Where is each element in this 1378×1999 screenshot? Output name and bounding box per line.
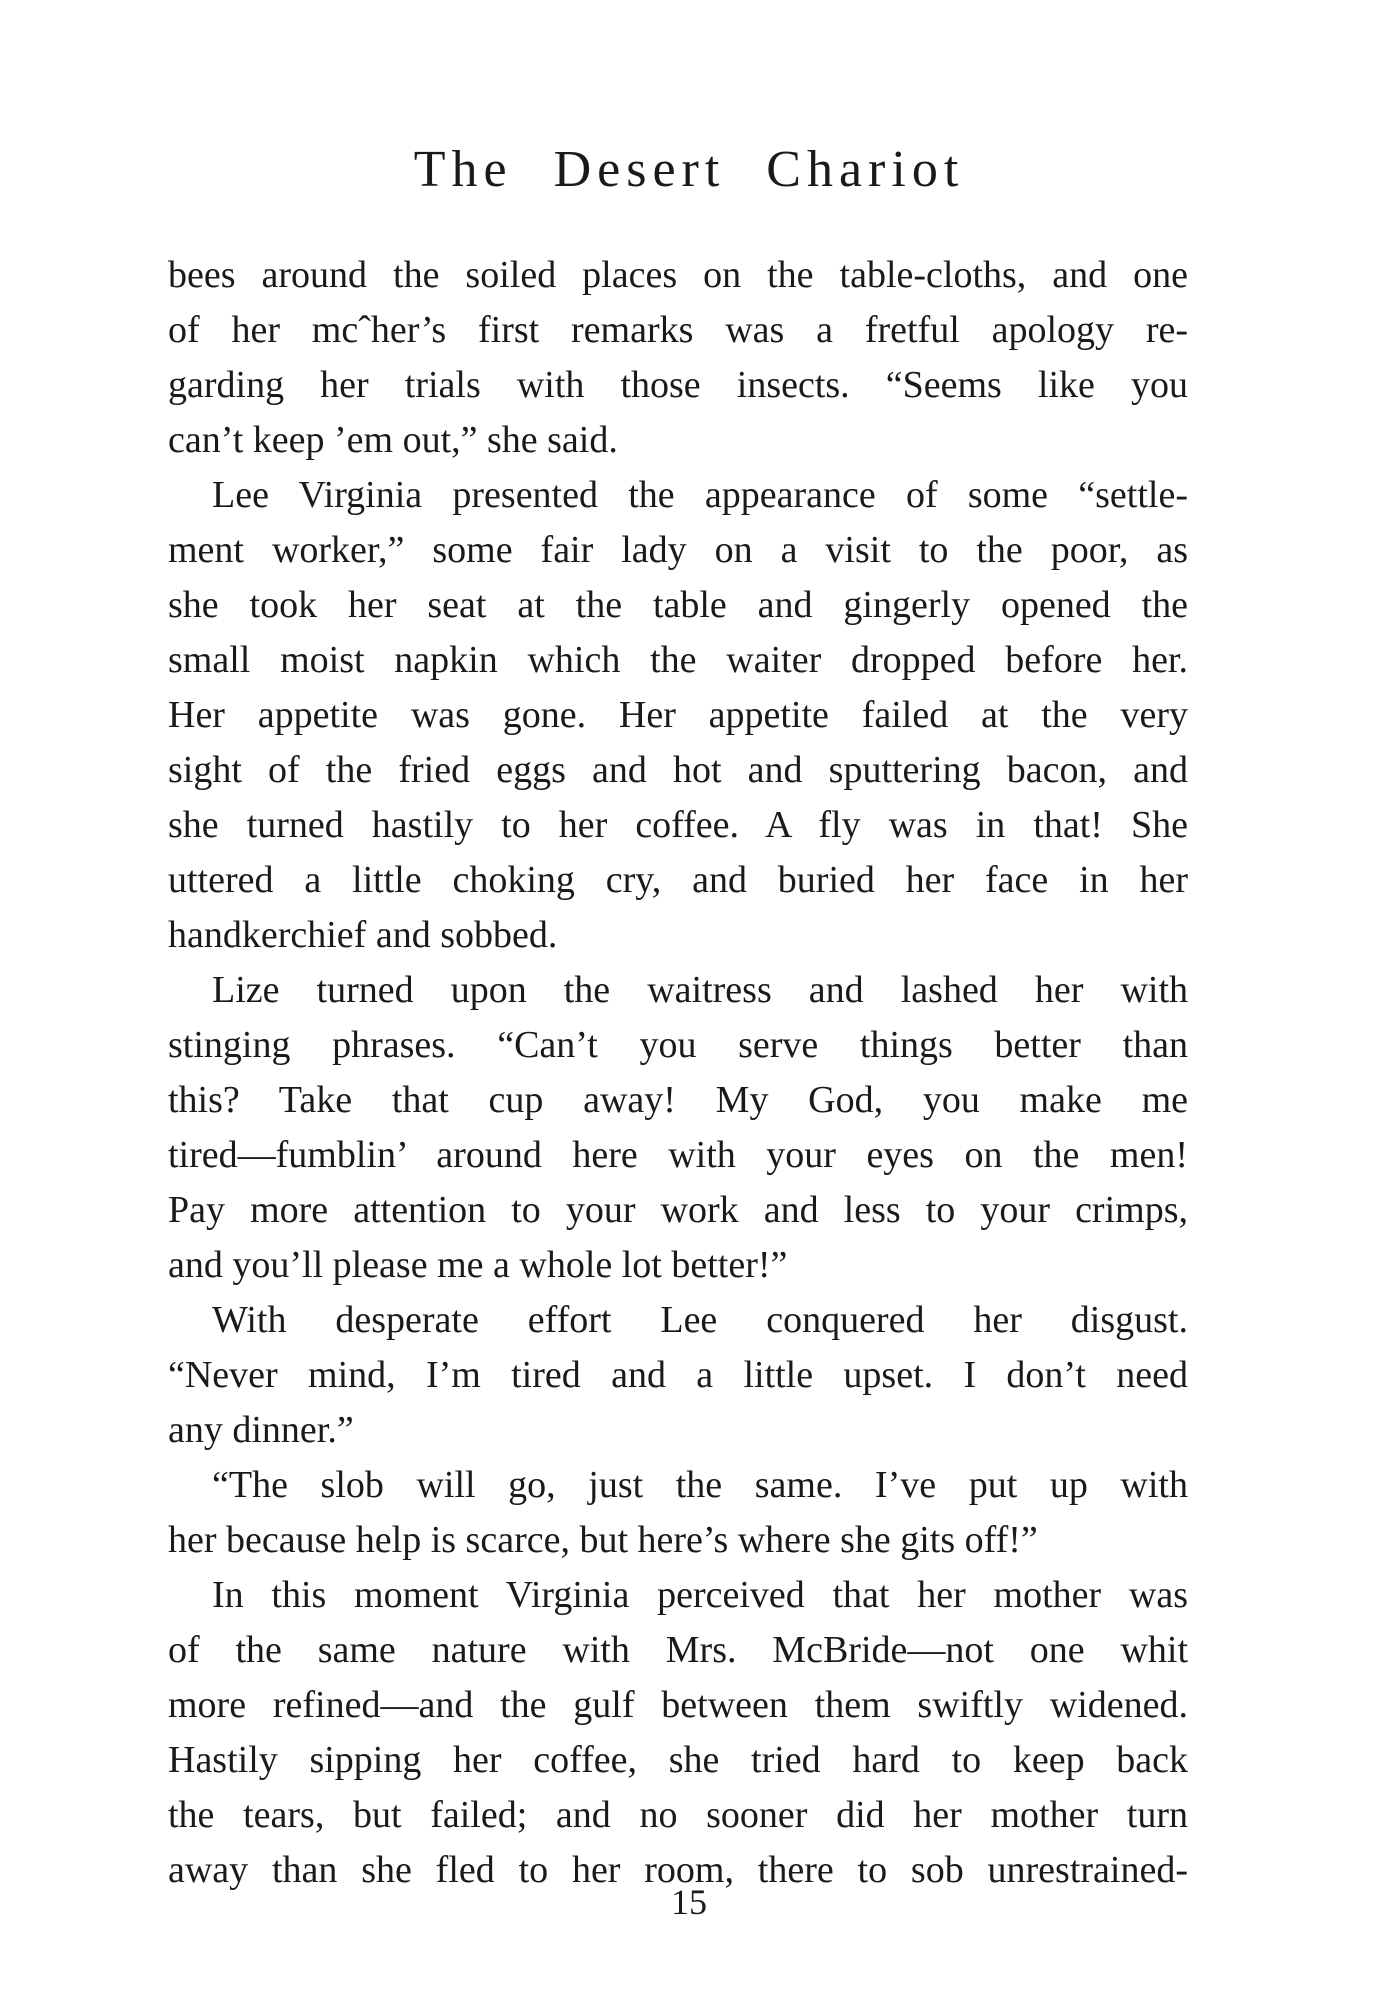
text-line: ment worker,” some fair lady on a visit to the poor, as bbox=[168, 529, 1188, 571]
text-line: tired—fumblin’ around here with your eyes on the men! bbox=[168, 1134, 1188, 1176]
text-line: Pay more attention to your work and less to your crimps, bbox=[168, 1189, 1188, 1231]
text-line: sight of the fried eggs and hot and sputtering bacon, and bbox=[168, 749, 1188, 791]
text-line: handkerchief and sobbed. bbox=[168, 914, 558, 956]
running-title: The Desert Chariot bbox=[413, 141, 965, 198]
text-line: Her appetite was gone. Her appetite failed at the very bbox=[168, 694, 1188, 736]
text-line: her because help is scarce, but here’s where she gits off!” bbox=[168, 1519, 1038, 1561]
text-line: uttered a little choking cry, and buried her face in her bbox=[168, 859, 1188, 901]
body-text bbox=[168, 248, 1188, 1898]
paragraph-first-line: Lize turned upon the waitress and lashed her with bbox=[212, 969, 1188, 1011]
text-line: “Never mind, I’m tired and a little upset. I don’t need bbox=[168, 1354, 1188, 1396]
text-line: the tears, but failed; and no sooner did her mother turn bbox=[168, 1794, 1188, 1836]
page-number: 15 bbox=[671, 1882, 707, 1922]
text-line: and you’ll please me a whole lot better!” bbox=[168, 1244, 788, 1286]
paragraph-first-line: In this moment Virginia perceived that her mother was bbox=[212, 1574, 1188, 1616]
paragraph-first-line: “The slob will go, just the same. I’ve put up with bbox=[212, 1464, 1188, 1506]
text-line: can’t keep ’em out,” she said. bbox=[168, 419, 618, 461]
text-line: of her mcˆher’s first remarks was a fretful apology re- bbox=[168, 309, 1188, 351]
text-line: any dinner.” bbox=[168, 1409, 354, 1451]
text-line: she took her seat at the table and gingerly opened the bbox=[168, 584, 1188, 626]
paragraph-first-line: With desperate effort Lee conquered her disgust. bbox=[212, 1299, 1188, 1341]
text-line: away than she fled to her room, there to sob unrestrained- bbox=[168, 1849, 1188, 1891]
text-line: Hastily sipping her coffee, she tried hard to keep back bbox=[168, 1739, 1188, 1781]
text-line: stinging phrases. “Can’t you serve things better than bbox=[168, 1024, 1188, 1066]
paragraph-first-line: Lee Virginia presented the appearance of some “settle- bbox=[212, 474, 1188, 516]
text-line: garding her trials with those insects. “Seems like you bbox=[168, 364, 1188, 406]
text-line: this? Take that cup away! My God, you make me bbox=[168, 1079, 1188, 1121]
text-line: bees around the soiled places on the table-cloths, and one bbox=[168, 254, 1188, 296]
text-line: she turned hastily to her coffee. A fly was in that! She bbox=[168, 804, 1188, 846]
text-line: more refined—and the gulf between them swiftly widened. bbox=[168, 1684, 1188, 1726]
text-line: small moist napkin which the waiter dropped before her. bbox=[168, 639, 1188, 681]
text-line: of the same nature with Mrs. McBride—not one whit bbox=[168, 1629, 1188, 1671]
